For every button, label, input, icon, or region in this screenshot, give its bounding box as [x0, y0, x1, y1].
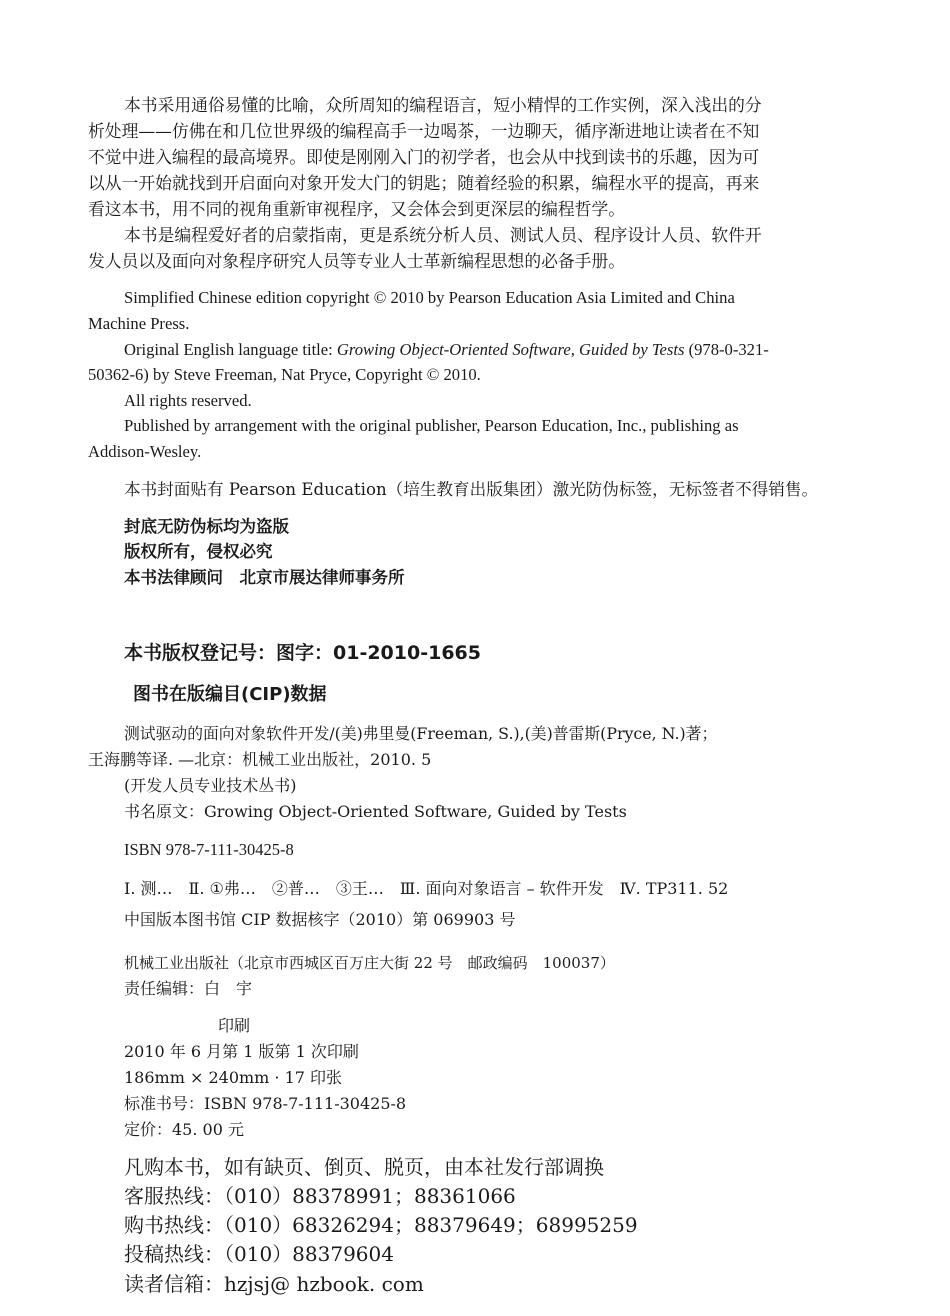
editor: 责任编辑：白 宇	[124, 979, 253, 998]
rights-note: 版权所有，侵权必究	[124, 542, 273, 561]
copyright-line: Machine Press.	[88, 314, 190, 333]
service-hotline: 客服热线：（010）88378991；88361066	[124, 1184, 516, 1208]
publisher-address: 机械工业出版社（北京市西城区百万庄大街 22 号 邮政编码 100037）	[124, 954, 615, 972]
format: 186mm × 240mm · 17 印张	[124, 1068, 343, 1087]
intro-line: 析处理——仿佛在和几位世界级的编程高手一边喝茶，一边聊天，循序渐进地让读者在不知	[88, 121, 760, 141]
purchase-hotline: 购书热线：（010）68326294；88379649；68995259	[124, 1213, 638, 1237]
intro-line: 发人员以及面向对象程序研究人员等专业人士革新编程思想的必备手册。	[88, 251, 626, 271]
registration-number: 本书版权登记号：图字：01-2010-1665	[124, 642, 481, 664]
cip-line: 测试驱动的面向对象软件开发/(美)弗里曼(Freeman, S.),(美)普雷斯(Pryce, N.)著；	[124, 724, 718, 743]
cip-line: 书名原文：Growing Object-Oriented Software, Guided by Tests	[124, 802, 627, 821]
cip-number: 中国版本图书馆 CIP 数据核字（2010）第 069903 号	[124, 910, 516, 929]
defect-note: 凡购本书，如有缺页、倒页、脱页，由本社发行部调换	[124, 1155, 604, 1179]
standard-number: 标准书号：ISBN 978-7-111-30425-8	[124, 1094, 407, 1113]
cip-line: 王海鹏等译. —北京：机械工业出版社，2010. 5	[88, 750, 432, 769]
cip-classification: Ⅰ. 测… Ⅱ. ①弗… ②普… ③王… Ⅲ. 面向对象语言 – 软件开发 Ⅳ. TP311. 52	[124, 879, 729, 898]
original-title-suffix: (978-0-321-	[684, 340, 769, 359]
legal-counsel: 本书法律顾问 北京市展达律师事务所	[124, 568, 405, 587]
cip-isbn: ISBN 978-7-111-30425-8	[124, 840, 294, 859]
anti-piracy-note: 封底无防伪标均为盗版	[124, 517, 289, 536]
submission-hotline: 投稿热线：（010）88379604	[124, 1242, 394, 1266]
cip-heading: 图书在版编目(CIP)数据	[133, 684, 327, 705]
edition: 2010 年 6 月第 1 版第 1 次印刷	[124, 1042, 359, 1061]
price: 定价：45. 00 元	[124, 1120, 244, 1139]
cover-note: 本书封面贴有 Pearson Education（培生教育出版集团）激光防伪标签，无标签者不得销售。	[124, 480, 819, 499]
intro-line: 本书是编程爱好者的启蒙指南，更是系统分析人员、测试人员、程序设计人员、软件开	[124, 225, 762, 245]
copyright-line: Addison-Wesley.	[88, 442, 202, 461]
intro-line: 看这本书，用不同的视角重新审视程序，又会体会到更深层的编程哲学。	[88, 199, 626, 219]
cip-line: (开发人员专业技术丛书)	[124, 776, 297, 795]
copyright-line: Simplified Chinese edition copyright © 2010 by Pearson Education Asia Limited and China	[124, 288, 735, 307]
reader-email: 读者信箱：hzjsj@ hzbook. com	[124, 1272, 424, 1296]
copyright-line: All rights reserved.	[124, 391, 252, 410]
copyright-line: 50362-6) by Steve Freeman, Nat Pryce, Copyright © 2010.	[88, 365, 481, 384]
printing-label: 印刷	[218, 1016, 251, 1035]
original-title-prefix: Original English language title:	[124, 340, 337, 359]
copyright-line: Published by arrangement with the original publisher, Pearson Education, Inc., publishing as	[124, 416, 739, 435]
intro-line: 以从一开始就找到开启面向对象开发大门的钥匙；随着经验的积累，编程水平的提高，再来	[88, 173, 760, 193]
intro-line: 本书采用通俗易懂的比喻，众所周知的编程语言，短小精悍的工作实例，深入浅出的分	[124, 95, 762, 115]
original-title-line	[124, 337, 769, 363]
original-title: Growing Object-Oriented Software, Guided by Tests	[336, 340, 685, 359]
intro-line: 不觉中进入编程的最高境界。即使是刚刚入门的初学者，也会从中找到读书的乐趣，因为可	[88, 147, 760, 167]
